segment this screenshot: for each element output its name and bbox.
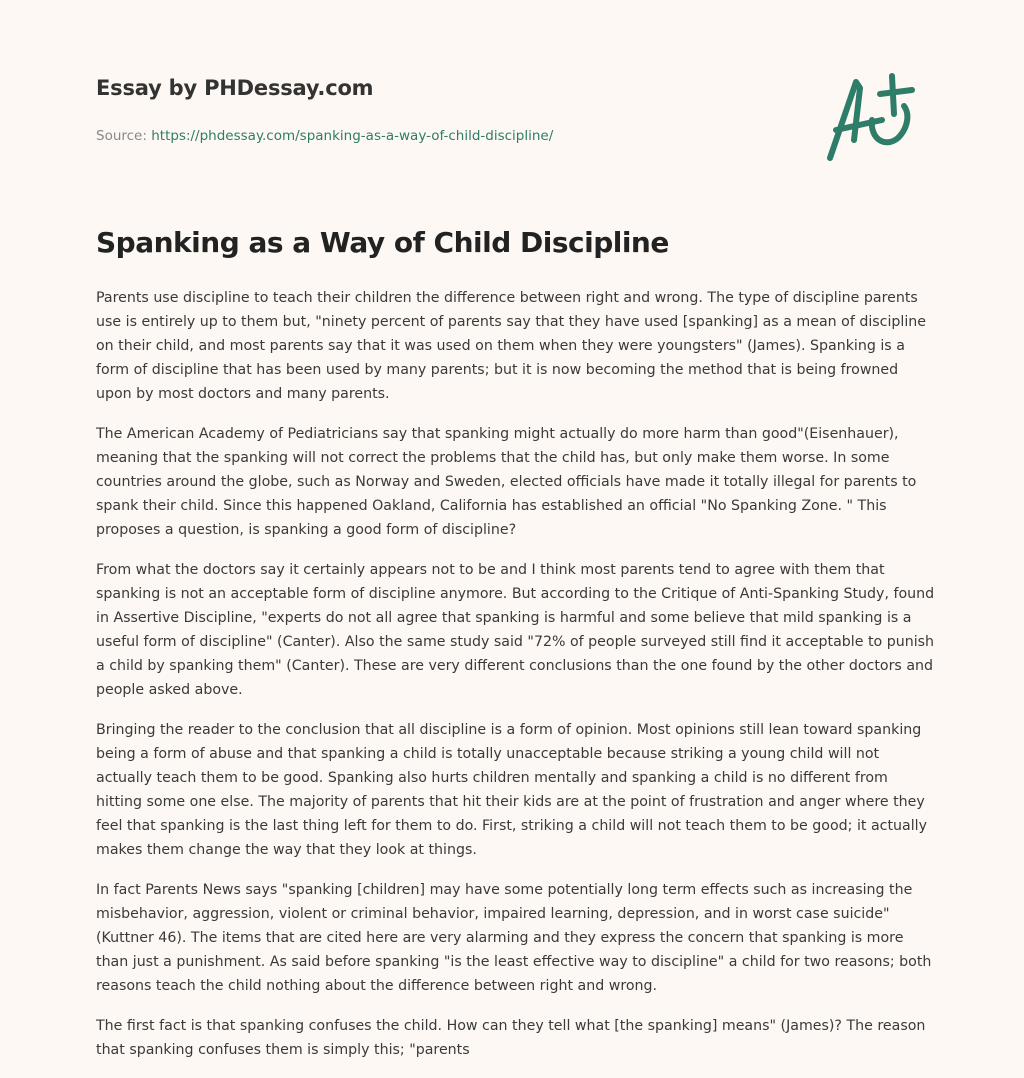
paragraph: The first fact is that spanking confuses the child. How can they tell what [the spanking] means" (James)? The reason that spanking confuses them is simply this; "parents — [96, 1018, 926, 1058]
site-title: Essay by PHDessay.com — [96, 76, 374, 100]
paragraph: In fact Parents News says "spanking [children] may have some potentially long term effects such as increasing the misbehavior, aggression, violent or criminal behavior, impaired learning, depression, and in worst case suicide" (Kuttner 46). The items that are cited here are very alarming and they express the concern that spanking is more than just a punishment. As said before spanking "is the least effective way to discipline" a child for two reasons; both reasons teach the child nothing about the difference between right and wrong. — [96, 882, 932, 994]
source-label: Source: — [96, 128, 147, 144]
source-line — [96, 128, 553, 144]
paragraph: Bringing the reader to the conclusion that all discipline is a form of opinion. Most opinions still lean toward spanking being a form of abuse and that spanking a child is totally unacceptable because striking a young child will not actually teach them to be good. Spanking also hurts children mentally and spanking a child is no different from hitting some one else. The majority of parents that hit their kids are at the point of frustration and anger where they feel that spanking is the last thing left for them to do. First, striking a child will not teach them to be good; it actually makes them change the way that they look at things. — [96, 722, 927, 858]
paragraph: Parents use discipline to teach their children the difference between right and wrong. The type of discipline parents use is entirely up to them but, "ninety percent of parents say that they have used [spanking] as a mean of discipline on their child, and most parents say that it was used on them when they were youngsters" (James). Spanking is a form of discipline that has been used by many parents; but it is now becoming the method that is being frowned upon by most doctors and many parents. — [96, 290, 927, 402]
paragraph: From what the doctors say it certainly appears not to be and I think most parents tend to agree with them that spanking is not an acceptable form of discipline anymore. But according to the Critique of Anti-Spanking Study, found in Assertive Discipline, "experts do not all agree that spanking is harmful and some believe that mild spanking is a useful form of discipline" (Canter). Also the same study said "72% of people surveyed still find it acceptable to punish a child by spanking them" (Canter). These are very different conclusions than the one found by the other doctors and people asked above. — [96, 562, 935, 698]
paragraph: The American Academy of Pediatricians say that spanking might actually do more harm than good"(Eisenhauer), meaning that the spanking will not correct the problems that the child has, but only make them worse. In some countries around the globe, such as Norway and Sweden, elected officials have made it totally illegal for parents to spank their child. Since this happened Oakland, California has established an official "No Spanking Zone. " This proposes a question, is spanking a good form of discipline? — [96, 426, 917, 538]
a-plus-logo-icon — [820, 68, 930, 168]
essay-title: Spanking as a Way of Child Discipline — [96, 226, 669, 259]
essay-header — [96, 76, 553, 144]
source-link[interactable]: https://phdessay.com/spanking-as-a-way-of-child-discipline/ — [151, 128, 554, 144]
essay-body — [96, 286, 936, 1078]
